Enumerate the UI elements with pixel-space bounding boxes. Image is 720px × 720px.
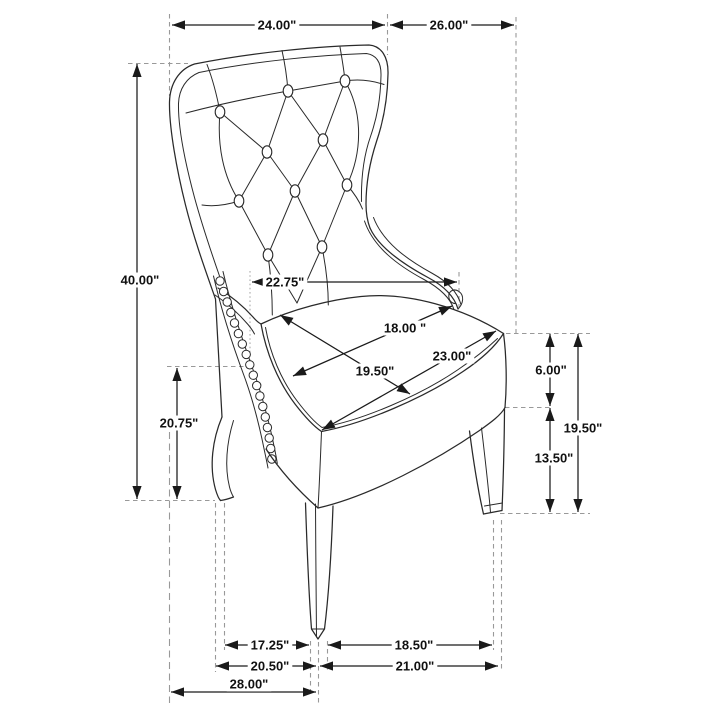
chair-back-piping bbox=[199, 54, 381, 202]
dimension-leg-span-front-outer bbox=[320, 659, 498, 674]
dimension-seat-height bbox=[561, 334, 606, 512]
dimension-label-overall-depth: 28.00" bbox=[229, 676, 269, 692]
right-wing-band bbox=[370, 228, 458, 309]
seat-right-side bbox=[504, 334, 507, 408]
right-wing-band bbox=[365, 221, 455, 310]
seat-bottom-edge bbox=[318, 408, 505, 509]
front-left-leg bbox=[306, 503, 334, 639]
dimension-label-seat-height: 19.50" bbox=[563, 420, 603, 436]
seat-corner-seam bbox=[318, 432, 322, 509]
chair-illustration bbox=[169, 45, 506, 639]
dimension-label-leg-span-side-inner: 17.25" bbox=[250, 637, 290, 653]
seat-left-edge bbox=[261, 324, 322, 432]
dimension-label-seat-thickness: 6.00" bbox=[535, 362, 567, 378]
dimension-seat-width-front bbox=[322, 331, 496, 430]
dimension-leg-span-front-inner bbox=[328, 638, 492, 653]
dimension-overall-height bbox=[118, 64, 163, 499]
dimension-overall-depth bbox=[171, 677, 316, 697]
rear-left-leg bbox=[212, 417, 233, 501]
dimension-label-leg-span-front-outer: 21.00" bbox=[395, 658, 435, 674]
dimension-arm-side-height bbox=[157, 368, 202, 499]
seat-front-edge bbox=[322, 334, 504, 432]
dimension-label-leg-height: 13.50" bbox=[534, 450, 574, 466]
dimension-label-arm-side-height: 20.75" bbox=[159, 415, 199, 431]
dimension-seat-thickness bbox=[532, 334, 570, 406]
dimension-label-back-width-top: 24.00" bbox=[257, 17, 297, 33]
dimension-back-width-top bbox=[172, 18, 385, 33]
chair-back-piping bbox=[178, 73, 219, 277]
dimension-leg-span-side-inner bbox=[225, 638, 309, 653]
nailhead-trim bbox=[216, 277, 276, 463]
dimension-label-seat-depth: 19.50" bbox=[355, 363, 395, 379]
dimension-label-seat-back-width: 22.75" bbox=[265, 274, 305, 290]
dimension-leg-span-side-outer bbox=[216, 659, 316, 674]
dimension-layer bbox=[118, 18, 606, 697]
dimension-label-depth-width-top: 26.00" bbox=[429, 17, 469, 33]
dimension-label-leg-span-side-outer: 20.50" bbox=[250, 658, 290, 674]
dimension-depth-width-top bbox=[390, 18, 514, 33]
dimension-label-seat-width-back: 18.00 " bbox=[383, 320, 427, 336]
dimension-label-seat-width-front: 23.00" bbox=[432, 348, 472, 364]
dimension-label-overall-height: 40.00" bbox=[120, 272, 160, 288]
dimension-label-leg-span-front-inner: 18.50" bbox=[394, 637, 434, 653]
